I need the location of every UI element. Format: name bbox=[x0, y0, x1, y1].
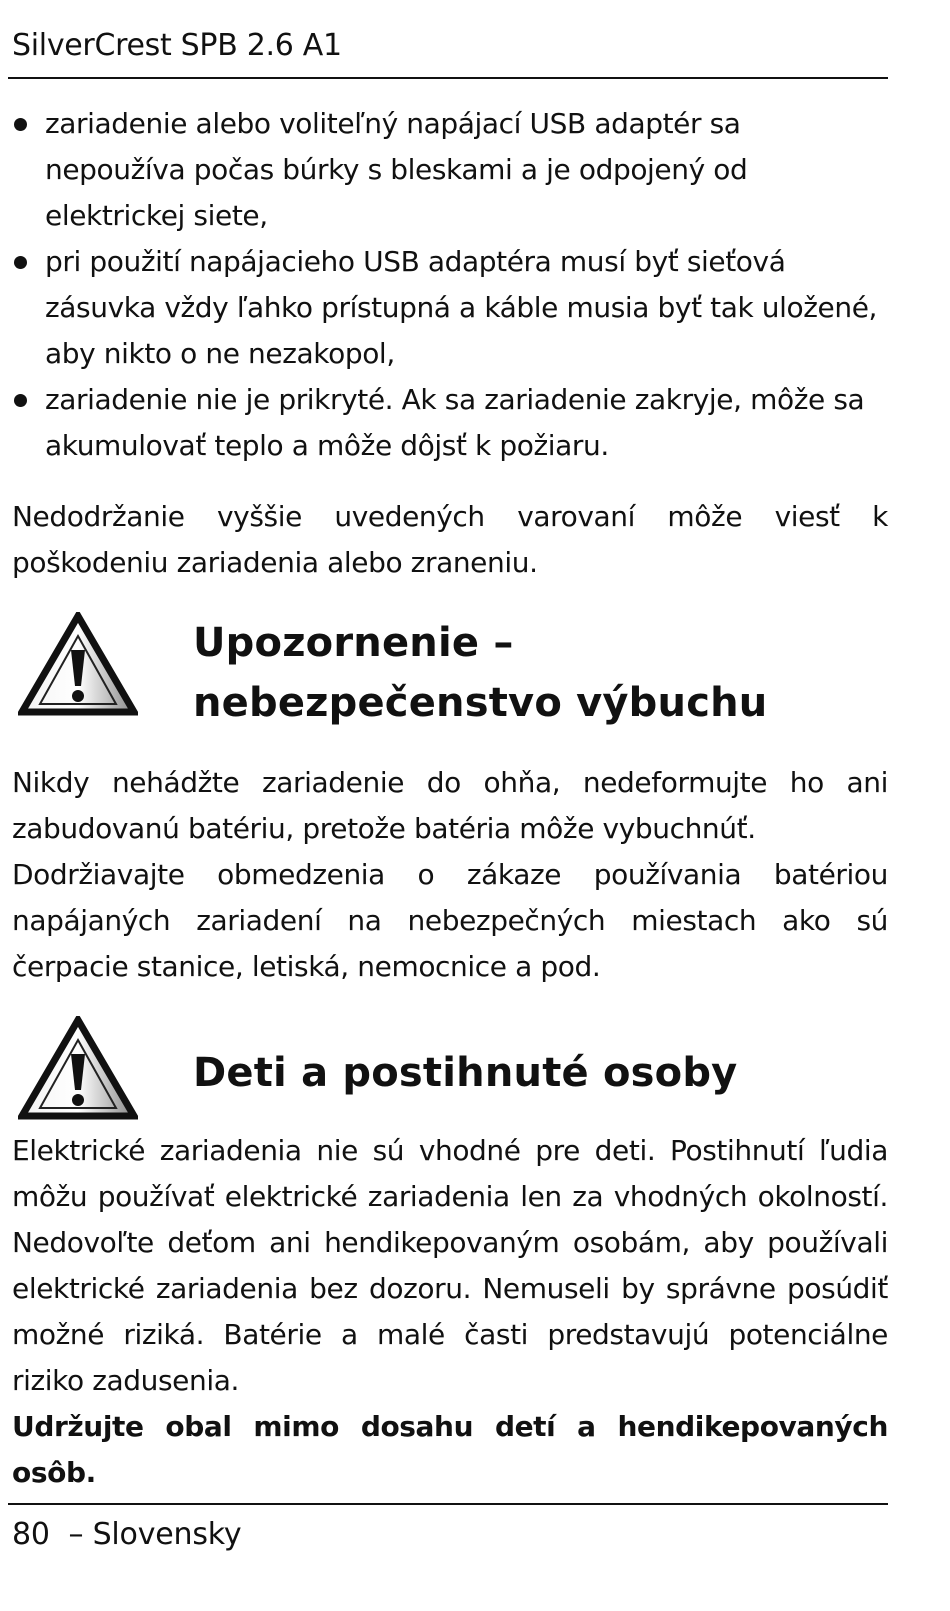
list-item: pri použití napájacieho USB adaptéra musí byť sieťová zásuvka vždy ľahko prístupná a káble musia byť tak uložené, aby nikto o ne nezakopol, bbox=[12, 239, 888, 377]
children-paragraph: Elektrické zariadenia nie sú vhodné pre deti. Postihnutí ľudia môžu používať elektrické zariadenia len za vhodných okolností. Nedovoľte deťom ani hendikepovaným osobám, aby používali elektrické zariadenia bez dozoru. Nemuseli by správne posúdiť možné riziká. Batérie a malé časti predstavujú potenciálne riziko zadusenia. bbox=[12, 1134, 888, 1397]
children-section-heading: Deti a postihnuté osoby bbox=[193, 1050, 738, 1096]
bullet-icon bbox=[14, 118, 27, 131]
list-item: zariadenie nie je prikryté. Ak sa zariadenie zakryje, môže sa akumulovať teplo a môže dôjsť k požiaru. bbox=[12, 377, 888, 469]
list-item: zariadenie alebo voliteľný napájací USB adaptér sa nepoužíva počas búrky s bleskami a je odpojený od elektrickej siete, bbox=[12, 101, 888, 239]
warning-triangle-icon bbox=[18, 612, 138, 716]
bullet-icon bbox=[14, 394, 27, 407]
packaging-warning: Udržujte obal mimo dosahu detí a hendikepovaných osôb. bbox=[12, 1410, 888, 1489]
bullet-icon bbox=[14, 256, 27, 269]
footer-divider bbox=[8, 1503, 888, 1505]
explosion-paragraph-1: Nikdy nehádžte zariadenie do ohňa, nedeformujte ho ani zabudovanú batériu, pretože batéria môže vybuchnúť. bbox=[12, 766, 888, 845]
header-divider bbox=[8, 77, 888, 79]
page-footer: 80 – Slovensky bbox=[12, 1517, 242, 1552]
header-title: SilverCrest SPB 2.6 A1 bbox=[12, 28, 342, 63]
explosion-paragraph-2: Dodržiavajte obmedzenia o zákaze používania batériou napájaných zariadení na nebezpečných miestach ako sú čerpacie stanice, letiská, nemocnice a pod. bbox=[12, 858, 888, 983]
explosion-warning-heading: Upozornenie – nebezpečenstvo výbuchu bbox=[193, 620, 768, 726]
warning-triangle-icon bbox=[18, 1016, 138, 1120]
manual-page bbox=[12, 0, 888, 1611]
consequence-paragraph: Nedodržanie vyššie uvedených varovaní môže viesť k poškodeniu zariadenia alebo zraneniu. bbox=[12, 500, 888, 579]
safety-conditions-list bbox=[12, 101, 888, 469]
